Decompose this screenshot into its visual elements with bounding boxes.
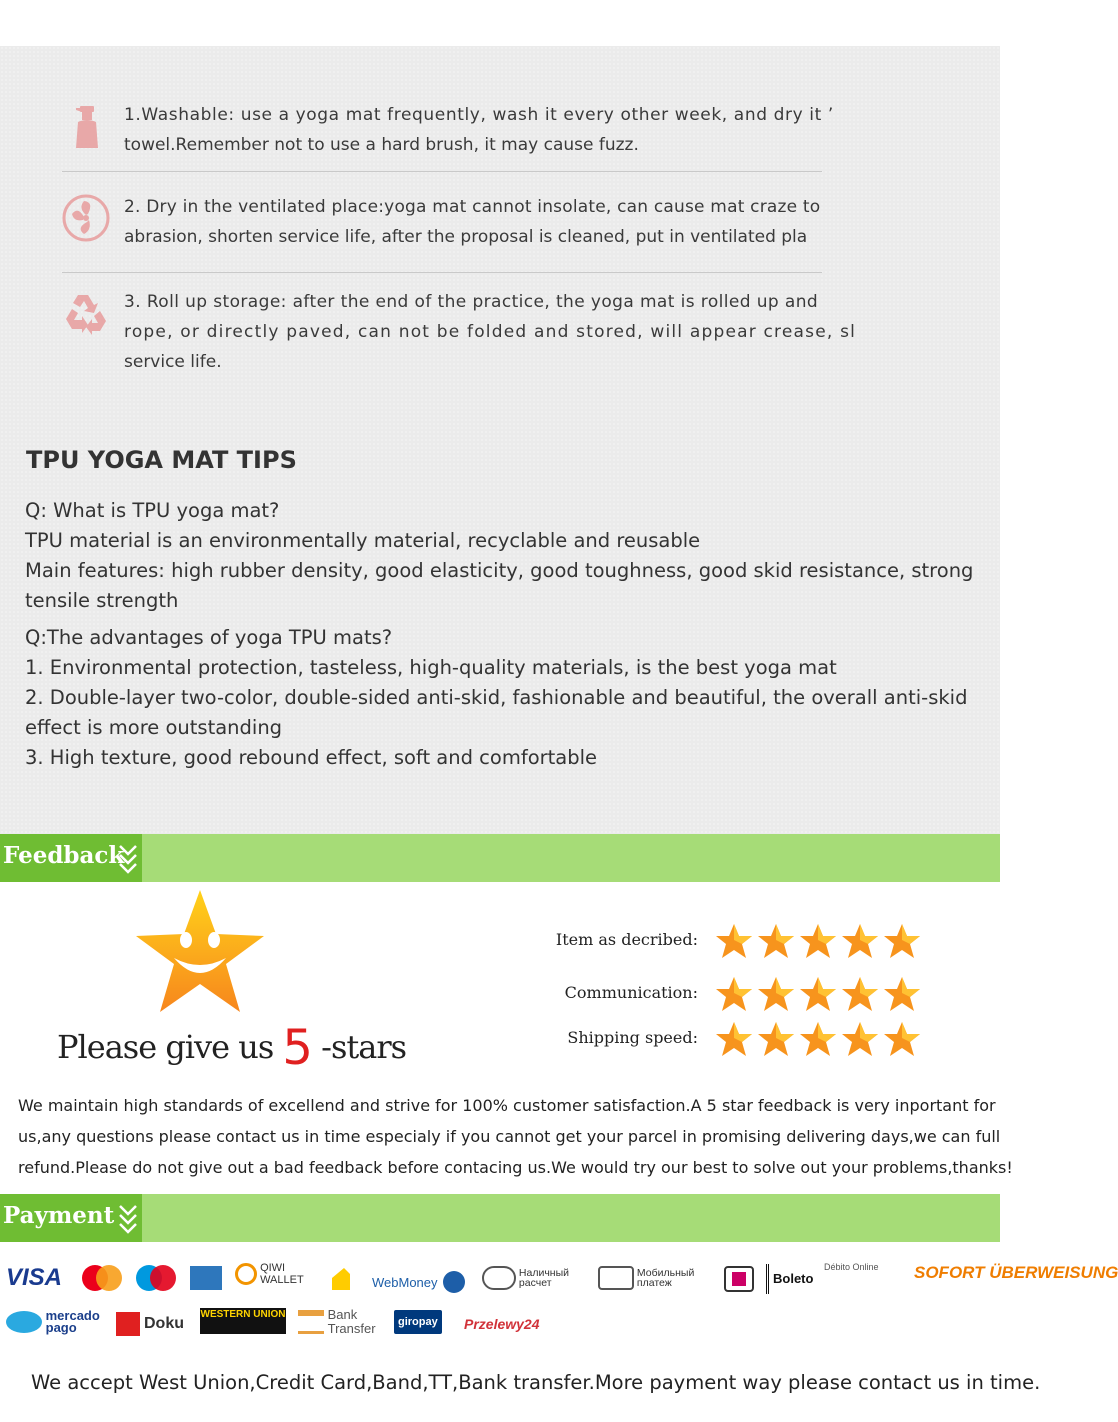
care-tip-storage <box>62 287 857 377</box>
payment-tag <box>0 1194 142 1242</box>
star-icon <box>799 975 837 1013</box>
recycle-icon <box>62 289 110 337</box>
answer-line: Main features: high rubber density, good elasticity, good toughness, good skid resistance, strong tensile strength <box>25 559 974 612</box>
star-icon <box>799 922 837 960</box>
payment-label: Payment <box>3 1202 115 1229</box>
star-icon <box>715 1020 753 1058</box>
care-tip-line: 3. Roll up storage: after the end of the practice, the yoga mat is rolled up and <box>124 292 819 312</box>
star-group <box>715 922 925 964</box>
doku-logo: Doku <box>116 1310 184 1340</box>
tpu-tips-title: TPU YOGA MAT TIPS <box>26 446 297 474</box>
rating-label: Shipping speed: <box>567 1028 698 1047</box>
advantage-item: 1. Environmental protection, tasteless, high-quality materials, is the best yoga mat <box>25 656 837 679</box>
payment-banner <box>0 1194 1000 1242</box>
star-icon <box>841 1020 879 1058</box>
care-tip-line: towel.Remember not to use a hard brush, it may cause fuzz. <box>124 135 639 155</box>
feedback-message-line: refund.Please do not give out a bad feedback before contacing us.We would try our best to solve out your problems,thanks! <box>18 1158 1013 1177</box>
payment-section <box>0 1244 1118 1422</box>
star-icon <box>883 975 921 1013</box>
bank-transfer-logo: Bank Transfer <box>298 1308 384 1338</box>
webmoney-logo: WebMoney <box>372 1271 465 1301</box>
star-icon <box>757 975 795 1013</box>
cash-payment-logo: Наличный расчет <box>482 1266 585 1296</box>
spray-bottle-icon <box>62 102 110 150</box>
star-icon <box>841 975 879 1013</box>
feedback-message <box>18 1090 1013 1183</box>
ideal-mark <box>732 1272 746 1286</box>
care-tip-line: rope, or directly paved, can not be folded and stored, will appear crease, sl <box>124 322 857 342</box>
mastercard-logo <box>80 1264 124 1292</box>
phone-icon <box>598 1266 634 1290</box>
divider <box>62 272 822 273</box>
rating-row <box>540 975 980 1015</box>
western-union-logo: WESTERN UNION <box>200 1308 286 1334</box>
divider <box>62 171 822 172</box>
rating-label: Item as decribed: <box>555 930 698 949</box>
feedback-banner <box>0 834 1000 882</box>
question: Q: What is TPU yoga mat? <box>25 499 280 522</box>
fan-icon <box>62 194 110 242</box>
five-stars-request <box>57 1020 406 1076</box>
rating-row <box>540 1020 980 1060</box>
feedback-section <box>0 882 1013 1194</box>
top-whitespace <box>0 0 1000 46</box>
yandex-money-logo <box>328 1264 354 1294</box>
sofort-logo: SOFORT ÜBERWEISUNG <box>914 1263 1118 1282</box>
rating-label: Communication: <box>564 983 698 1002</box>
question: Q:The advantages of yoga TPU mats? <box>25 626 393 649</box>
answer-line: TPU material is an environmentally material, recyclable and reusable <box>25 529 701 552</box>
advantage-item: 2. Double-layer two-color, double-sided anti-skid, fashionable and beautiful, the overall anti-skid effect is more outstanding <box>25 686 968 739</box>
star-icon <box>883 922 921 960</box>
feedback-message-line: We maintain high standards of excellend and strive for 100% customer satisfaction.A 5 star feedback is very inportant for <box>18 1096 996 1115</box>
mercado-pago-logo: mercado pago <box>6 1310 106 1340</box>
smiling-star-icon <box>132 888 268 1018</box>
boleto-logo: Boleto <box>766 1264 813 1294</box>
star-group <box>715 975 925 1017</box>
five-number: 5 <box>282 1020 312 1076</box>
giropay-logo: giropay <box>394 1310 442 1334</box>
ideal-logo <box>724 1266 754 1292</box>
star-icon <box>757 1020 795 1058</box>
amex-logo <box>190 1266 222 1290</box>
give-suffix: -stars <box>311 1028 407 1066</box>
feedback-tag <box>0 834 142 882</box>
chevron-down-icon <box>118 1202 138 1234</box>
star-icon <box>841 922 879 960</box>
maestro-logo <box>134 1264 178 1292</box>
care-tip-line: 2. Dry in the ventilated place:yoga mat cannot insolate, can cause mat craze to <box>124 197 821 217</box>
care-tip-line: 1.Washable: use a yoga mat frequently, wash it every other week, and dry it ’ <box>124 105 834 125</box>
handshake-icon <box>6 1311 42 1333</box>
feedback-label: Feedback <box>3 842 125 869</box>
give-prefix: Please give us <box>57 1028 283 1066</box>
care-tip-line: service life. <box>124 352 222 372</box>
star-icon <box>715 922 753 960</box>
mobile-payment-logo: Мобильный платеж <box>598 1266 711 1296</box>
payment-accept-note: We accept West Union,Credit Card,Band,TT,Bank transfer.More payment way please contact us in time. <box>31 1371 1041 1394</box>
rating-row <box>540 922 980 962</box>
star-group <box>715 1020 925 1062</box>
bank-icon <box>298 1310 324 1334</box>
cash-icon <box>482 1266 516 1290</box>
care-tip-line: abrasion, shorten service life, after the proposal is cleaned, put in ventilated pla <box>124 227 808 247</box>
advantage-item: 3. High texture, good rebound effect, soft and comfortable <box>25 746 598 769</box>
care-section <box>0 46 1000 834</box>
przelewy24-logo: Przelewy24 <box>464 1316 540 1332</box>
star-icon <box>715 975 753 1013</box>
doku-icon <box>116 1312 140 1336</box>
debito-online-logo: Débito Online <box>824 1262 879 1272</box>
qiwi-logo: QIWI WALLET <box>235 1262 302 1292</box>
qiwi-icon <box>235 1263 257 1285</box>
visa-logo: VISA <box>6 1264 63 1291</box>
star-icon <box>883 1020 921 1058</box>
tpu-tips-body <box>25 496 980 773</box>
globe-icon <box>443 1271 465 1293</box>
star-icon <box>757 922 795 960</box>
care-tip-washable <box>62 100 834 160</box>
chevron-down-icon <box>118 842 138 874</box>
star-icon <box>799 1020 837 1058</box>
feedback-message-line: us,any questions please contact us in time especialy if you cannot get your parcel in promising delivering days,we can full <box>18 1127 1001 1146</box>
care-tip-dry <box>62 192 827 252</box>
